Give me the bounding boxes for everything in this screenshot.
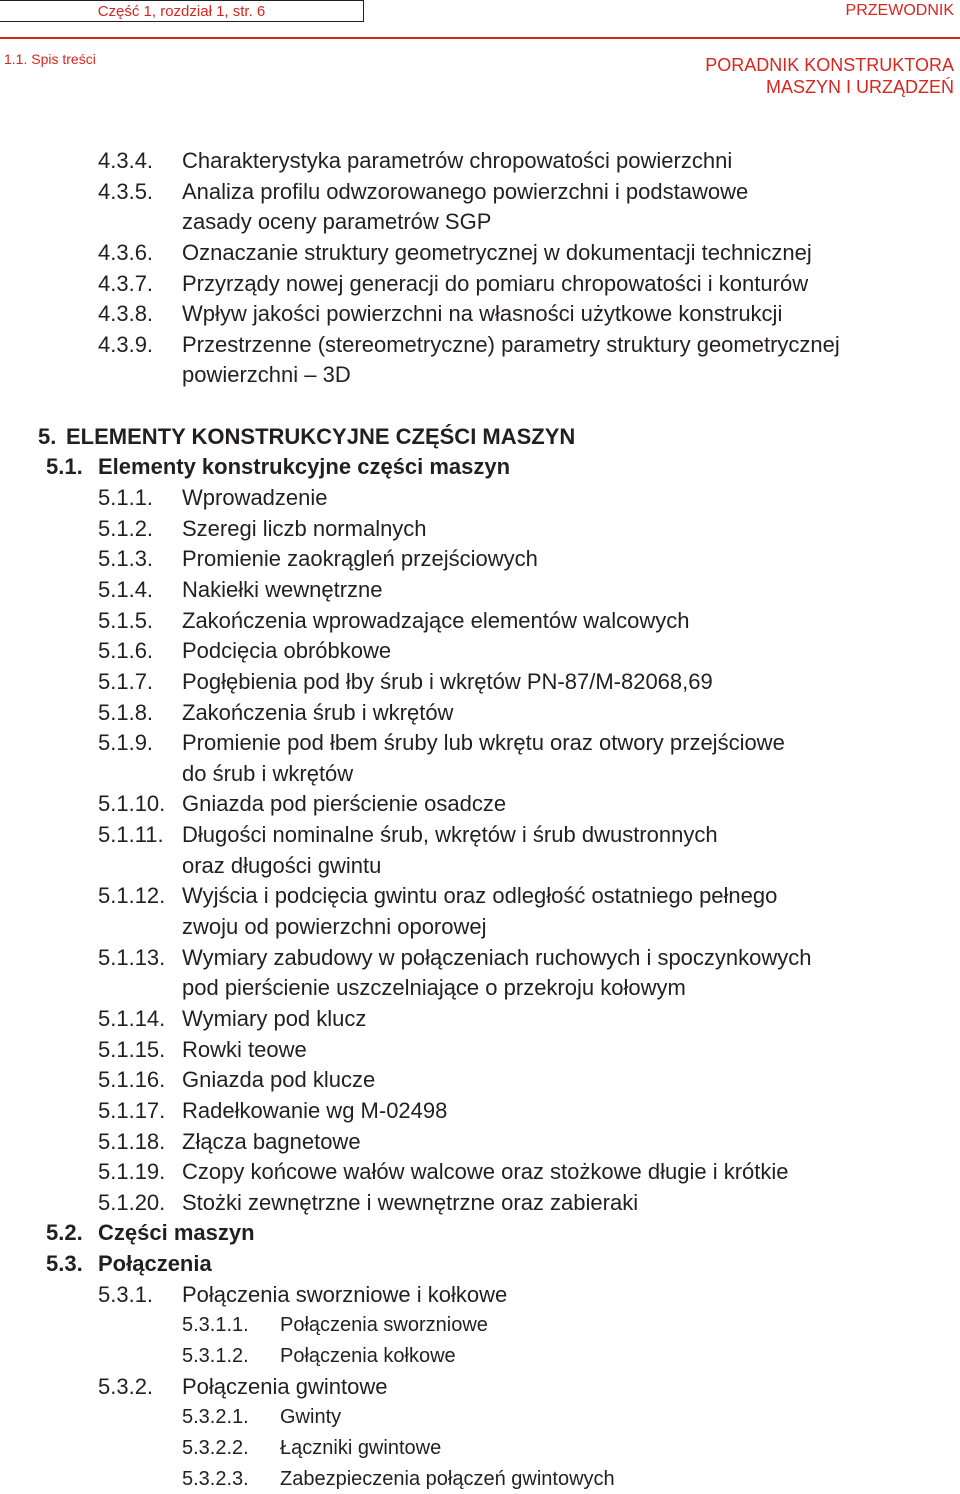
- toc-entry-title: Szeregi liczb normalnych: [182, 515, 427, 541]
- toc-entry[interactable]: [0, 820, 960, 851]
- toc-entry-number: 5.1.18.: [98, 1128, 166, 1154]
- toc-entry-title: Rowki teowe: [182, 1036, 307, 1062]
- toc-entry-title: zwoju od powierzchni oporowej: [182, 914, 487, 940]
- toc-entry-title: Czopy końcowe wałów walcowe oraz stożkowe długie i krótkie: [182, 1159, 789, 1185]
- toc-entry[interactable]: [0, 1096, 960, 1127]
- toc-entry-title: oraz długości gwintu: [182, 852, 382, 878]
- toc-entry-number: 5.1.11.: [98, 822, 164, 848]
- toc-entry-title: Wyjścia i podcięcia gwintu oraz odległość ostatniego pełnego: [182, 883, 778, 909]
- toc-entry[interactable]: [0, 973, 960, 1004]
- toc-entry[interactable]: [0, 360, 960, 391]
- toc-entry-number: 5.1.17.: [98, 1097, 166, 1123]
- part-chapter-page-label: Część 1, rozdział 1, str. 6: [0, 0, 364, 22]
- toc-entry-number: 5.1.20.: [98, 1189, 166, 1215]
- toc-entry-number: 4.3.5.: [98, 178, 154, 204]
- toc-entry-title: Radełkowanie wg M-02498: [182, 1097, 448, 1123]
- toc-entry[interactable]: [0, 1249, 960, 1280]
- toc-entry-number: 5.: [38, 423, 57, 449]
- toc-entry-title: Zabezpieczenia połączeń gwintowych: [280, 1467, 615, 1490]
- toc-entry[interactable]: [0, 943, 960, 974]
- toc-entry-title: Części maszyn: [98, 1220, 255, 1246]
- book-title-line-1: PORADNIK KONSTRUKTORA: [705, 55, 954, 75]
- book-title: [705, 54, 954, 98]
- toc-entry[interactable]: [0, 636, 960, 667]
- toc-entry-title: Połączenia kołkowe: [280, 1344, 456, 1367]
- toc-entry-title: Wymiary pod klucz: [182, 1005, 367, 1031]
- toc-entry-number: 5.1.10.: [98, 791, 166, 817]
- toc-entry[interactable]: [0, 1280, 960, 1311]
- toc-entry-title: Połączenia sworzniowe: [280, 1314, 488, 1337]
- toc-entry-title: Gniazda pod pierścienie osadcze: [182, 791, 507, 817]
- toc-entry[interactable]: [0, 728, 960, 759]
- toc-entry[interactable]: [0, 1218, 960, 1249]
- toc-entry[interactable]: [0, 789, 960, 820]
- toc-entry-number: 5.1.3.: [98, 546, 154, 572]
- toc-entry-number: 5.3.2.1.: [182, 1406, 249, 1429]
- toc-entry[interactable]: [0, 452, 960, 483]
- toc-entry-title: Połączenia gwintowe: [182, 1373, 388, 1399]
- toc-entry-number: 5.3.2.2.: [182, 1436, 249, 1459]
- toc-entry-title: Gwinty: [280, 1406, 342, 1429]
- toc-entry[interactable]: [0, 1065, 960, 1096]
- toc-entry[interactable]: [0, 1157, 960, 1188]
- toc-entry[interactable]: [0, 177, 960, 208]
- toc-entry-title: Elementy konstrukcyjne części maszyn: [98, 454, 511, 480]
- toc-entry-title: Pogłębienia pod łby śrub i wkrętów PN-87/M-82068,69: [182, 668, 713, 694]
- toc-entry-title: Gniazda pod klucze: [182, 1067, 376, 1093]
- toc-entry-number: 5.1.9.: [98, 730, 154, 756]
- toc-entry-number: 5.1.16.: [98, 1067, 166, 1093]
- toc-entry-number: 5.1.13.: [98, 944, 166, 970]
- section-label: 1.1. Spis treści: [4, 51, 96, 67]
- toc-entry-title: Oznaczanie struktury geometrycznej w dokumentacji technicznej: [182, 239, 812, 265]
- toc-entry-title: Wymiary zabudowy w połączeniach ruchowych i spoczynkowych: [182, 944, 812, 970]
- toc-entry-number: 4.3.9.: [98, 331, 154, 357]
- toc-entry-number: 5.1.: [46, 454, 83, 480]
- toc-entry-title: Łączniki gwintowe: [280, 1436, 442, 1459]
- toc-entry[interactable]: [0, 1402, 960, 1433]
- toc-entry-title: Stożki zewnętrzne i wewnętrzne oraz zabieraki: [182, 1189, 639, 1215]
- toc-entry-number: 5.1.8.: [98, 699, 154, 725]
- toc-entry[interactable]: [0, 881, 960, 912]
- toc-entry[interactable]: [0, 1341, 960, 1372]
- toc-entry[interactable]: [0, 1464, 960, 1494]
- toc-entry[interactable]: [0, 299, 960, 330]
- toc-entry[interactable]: [0, 483, 960, 514]
- toc-entry-title: Promienie zaokrągleń przejściowych: [182, 546, 538, 572]
- toc-entry[interactable]: [0, 912, 960, 943]
- guide-label: PRZEWODNIK: [845, 2, 954, 19]
- toc-entry-number: 5.1.6.: [98, 638, 154, 664]
- toc-entry-title: Nakiełki wewnętrzne: [182, 576, 383, 602]
- toc-entry[interactable]: [0, 544, 960, 575]
- toc-entry-number: 4.3.7.: [98, 270, 154, 296]
- toc-spacer: [0, 391, 960, 422]
- toc-entry-number: 5.3.1.1.: [182, 1314, 249, 1337]
- toc-entry-number: 5.3.1.2.: [182, 1344, 249, 1367]
- toc-entry-number: 5.1.1.: [98, 485, 154, 511]
- toc-entry-number: 5.1.4.: [98, 576, 154, 602]
- toc-entry[interactable]: [0, 1035, 960, 1066]
- toc-entry-number: 5.3.2.3.: [182, 1467, 249, 1490]
- toc-entry-title: pod pierścienie uszczelniające o przekroju kołowym: [182, 975, 686, 1001]
- toc-entry-title: Wprowadzenie: [182, 485, 328, 511]
- toc-entry-number: 5.1.5.: [98, 607, 154, 633]
- toc-entry-title: Przestrzenne (stereometryczne) parametry struktury geometrycznej: [182, 331, 840, 357]
- toc-entry[interactable]: [0, 851, 960, 882]
- toc-entry-number: 5.3.2.: [98, 1373, 154, 1399]
- toc-entry[interactable]: [0, 269, 960, 300]
- toc-entry[interactable]: [0, 667, 960, 698]
- toc-entry[interactable]: [0, 698, 960, 729]
- toc-entry[interactable]: [0, 1433, 960, 1464]
- toc-entry-number: 5.1.15.: [98, 1036, 166, 1062]
- toc-entry[interactable]: [0, 514, 960, 545]
- toc-entry-title: Długości nominalne śrub, wkrętów i śrub dwustronnych: [182, 822, 718, 848]
- toc-entry[interactable]: [0, 1310, 960, 1341]
- toc-entry-title: ELEMENTY KONSTRUKCYJNE CZĘŚCI MASZYN: [66, 423, 576, 449]
- toc-entry-title: Zakończenia śrub i wkrętów: [182, 699, 454, 725]
- toc-entry-number: 5.1.2.: [98, 515, 154, 541]
- toc-entry[interactable]: [0, 1004, 960, 1035]
- toc-entry[interactable]: [0, 207, 960, 238]
- toc-entry-title: Zakończenia wprowadzające elementów walcowych: [182, 607, 690, 633]
- table-of-contents: [0, 146, 960, 1494]
- toc-entry-title: Wpływ jakości powierzchni na własności użytkowe konstrukcji: [182, 301, 783, 327]
- toc-entry-number: 4.3.8.: [98, 301, 154, 327]
- toc-entry-number: 5.1.19.: [98, 1159, 166, 1185]
- toc-entry[interactable]: [0, 1188, 960, 1219]
- toc-entry-title: Analiza profilu odwzorowanego powierzchni i podstawowe: [182, 178, 749, 204]
- toc-entry-number: 5.3.: [46, 1251, 83, 1277]
- toc-entry-title: Podcięcia obróbkowe: [182, 638, 392, 664]
- toc-entry-title: Połączenia: [98, 1251, 212, 1277]
- toc-entry-title: Połączenia sworzniowe i kołkowe: [182, 1281, 508, 1307]
- toc-entry-number: 4.3.4.: [98, 148, 154, 173]
- toc-entry[interactable]: [0, 606, 960, 637]
- toc-entry-number: 5.1.12.: [98, 883, 166, 909]
- toc-entry-title: Charakterystyka parametrów chropowatości powierzchni: [182, 148, 733, 173]
- toc-entry-title: zasady oceny parametrów SGP: [182, 209, 492, 235]
- toc-entry[interactable]: [0, 238, 960, 269]
- toc-entry-title: do śrub i wkrętów: [182, 760, 354, 786]
- toc-entry[interactable]: [0, 1372, 960, 1403]
- toc-entry[interactable]: [0, 575, 960, 606]
- toc-entry[interactable]: [0, 759, 960, 790]
- toc-entry-title: Przyrządy nowej generacji do pomiaru chropowatości i konturów: [182, 270, 809, 296]
- toc-entry-number: 5.2.: [46, 1220, 83, 1246]
- toc-entry[interactable]: [0, 1127, 960, 1158]
- toc-entry[interactable]: [0, 330, 960, 361]
- toc-entry-number: 5.1.7.: [98, 668, 154, 694]
- toc-entry-title: powierzchni – 3D: [182, 362, 351, 388]
- header-divider: [0, 37, 960, 39]
- toc-entry-number: 4.3.6.: [98, 239, 154, 265]
- toc-entry-number: 5.1.14.: [98, 1005, 166, 1031]
- book-title-line-2: MASZYN I URZĄDZEŃ: [765, 77, 954, 97]
- toc-entry-title: Promienie pod łbem śruby lub wkrętu oraz otwory przejściowe: [182, 730, 785, 756]
- toc-entry-title: Złącza bagnetowe: [182, 1128, 361, 1154]
- toc-entry[interactable]: [0, 422, 960, 453]
- toc-entry[interactable]: [0, 146, 960, 177]
- toc-entry-number: 5.3.1.: [98, 1281, 154, 1307]
